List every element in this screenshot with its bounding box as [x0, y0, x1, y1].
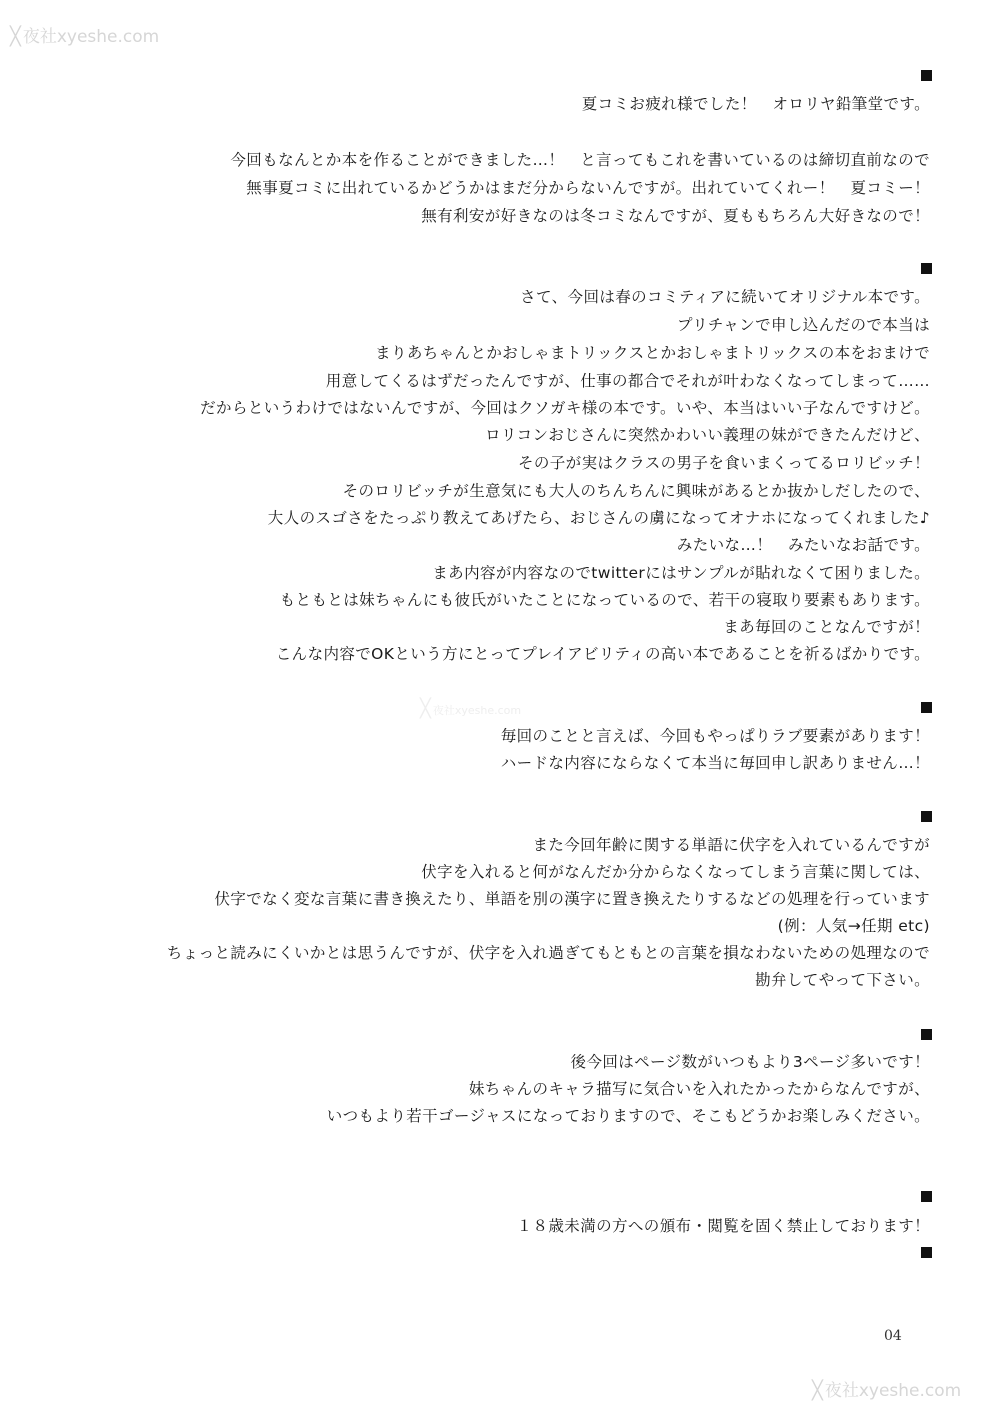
text-line: みたいな…！ みたいなお話です。	[676, 536, 930, 554]
text-line: 無事夏コミに出れているかどうかはまだ分からないんですが。出れていてくれー！ 夏コミー！	[246, 179, 930, 197]
watermark-bottom	[812, 1376, 961, 1401]
text-line: また今回年齢に関する単語に伏字を入れているんですが	[532, 836, 930, 854]
watermark-x-icon: ╳	[10, 26, 21, 47]
text-line: ちょっと読みにくいかとは思うんですが、伏字を入れ過ぎてもともとの言葉を損なわないための処理なので	[166, 944, 930, 962]
section-marker-square	[921, 70, 932, 81]
watermark-text: 夜社xyeshe.com	[22, 27, 160, 47]
text-line: ロリコンおじさんに突然かわいい義理の妹ができたんだけど、	[485, 426, 930, 444]
text-line: 伏字でなく変な言葉に書き換えたり、単語を別の漢字に置き換えたりするなどの処理を行っています	[214, 890, 930, 908]
section-marker-square	[921, 1029, 932, 1040]
text-line: 今回もなんとか本を作ることができました…！ と言ってもこれを書いているのは締切直前なので	[230, 151, 930, 169]
text-line: 無有利安が好きなのは冬コミなんですが、夏ももちろん大好きなので！	[421, 207, 930, 225]
text-line: (例：人気→任期 etc)	[777, 917, 930, 935]
text-line: 後今回はページ数がいつもより3ページ多いです！	[570, 1053, 930, 1071]
text-line: もともとは妹ちゃんにも彼氏がいたことになっているので、若干の寝取り要素もあります。	[279, 591, 930, 609]
text-line: プリチャンで申し込んだので本当は	[676, 316, 930, 334]
text-line: いつもより若干ゴージャスになっておりますので、そこもどうかお楽しみください。	[326, 1107, 930, 1125]
text-line: １８歳未満の方への頒布・閲覧を固く禁止しております！	[516, 1217, 930, 1235]
page-number: 04	[884, 1328, 902, 1344]
section-marker-square	[921, 702, 932, 713]
section-marker-square	[921, 811, 932, 822]
text-line: 勘弁してやって下さい。	[755, 971, 930, 989]
section-marker-square	[921, 1191, 932, 1202]
text-line: だからというわけではないんですが、今回はクソガキ様の本です。いや、本当はいい子なんですけど。	[200, 399, 930, 417]
watermark-x-icon: ╳	[812, 1380, 823, 1401]
section-marker-square	[921, 263, 932, 274]
section-marker-square	[921, 1247, 932, 1258]
watermark-text: 夜社xyeshe.com	[824, 1381, 962, 1401]
watermark-center	[420, 698, 521, 719]
text-line: まあ毎回のことなんですが！	[723, 618, 930, 636]
text-line: 伏字を入れると何がなんだか分からなくなってしまう言葉に関しては、	[421, 863, 930, 881]
watermark-text: 夜社xyeshe.com	[432, 704, 522, 717]
text-line: 夏コミお疲れ様でした！ オロリヤ鉛筆堂です。	[581, 95, 930, 113]
watermark-x-icon: ╳	[420, 698, 431, 719]
text-line: 毎回のことと言えば、今回もやっぱりラブ要素があります！	[500, 727, 930, 745]
text-line: 大人のスゴさをたっぷり教えてあげたら、おじさんの虜になってオナホになってくれました♪	[267, 509, 930, 527]
text-line: こんな内容でOKという方にとってプレイアビリティの高い本であることを祈るばかりです。	[275, 645, 930, 663]
text-line: まあ内容が内容なのでtwitterにはサンプルが貼れなくて困りました。	[432, 564, 930, 582]
watermark-top	[10, 22, 159, 47]
text-line: その子が実はクラスの男子を食いまくってるロリビッチ！	[517, 454, 930, 472]
text-line: さて、今回は春のコミティアに続いてオリジナル本です。	[520, 288, 930, 306]
text-line: そのロリビッチが生意気にも大人のちんちんに興味があるとか抜かしだしたので、	[342, 482, 930, 500]
text-line: 用意してくるはずだったんですが、仕事の都合でそれが叶わなくなってしまって……	[325, 372, 930, 390]
text-line: 妹ちゃんのキャラ描写に気合いを入れたかったからなんですが、	[468, 1080, 930, 1098]
text-line: まりあちゃんとかおしゃまトリックスとかおしゃまトリックスの本をおまけで	[375, 344, 930, 362]
text-line: ハードな内容にならなくて本当に毎回申し訳ありません…！	[500, 754, 930, 772]
